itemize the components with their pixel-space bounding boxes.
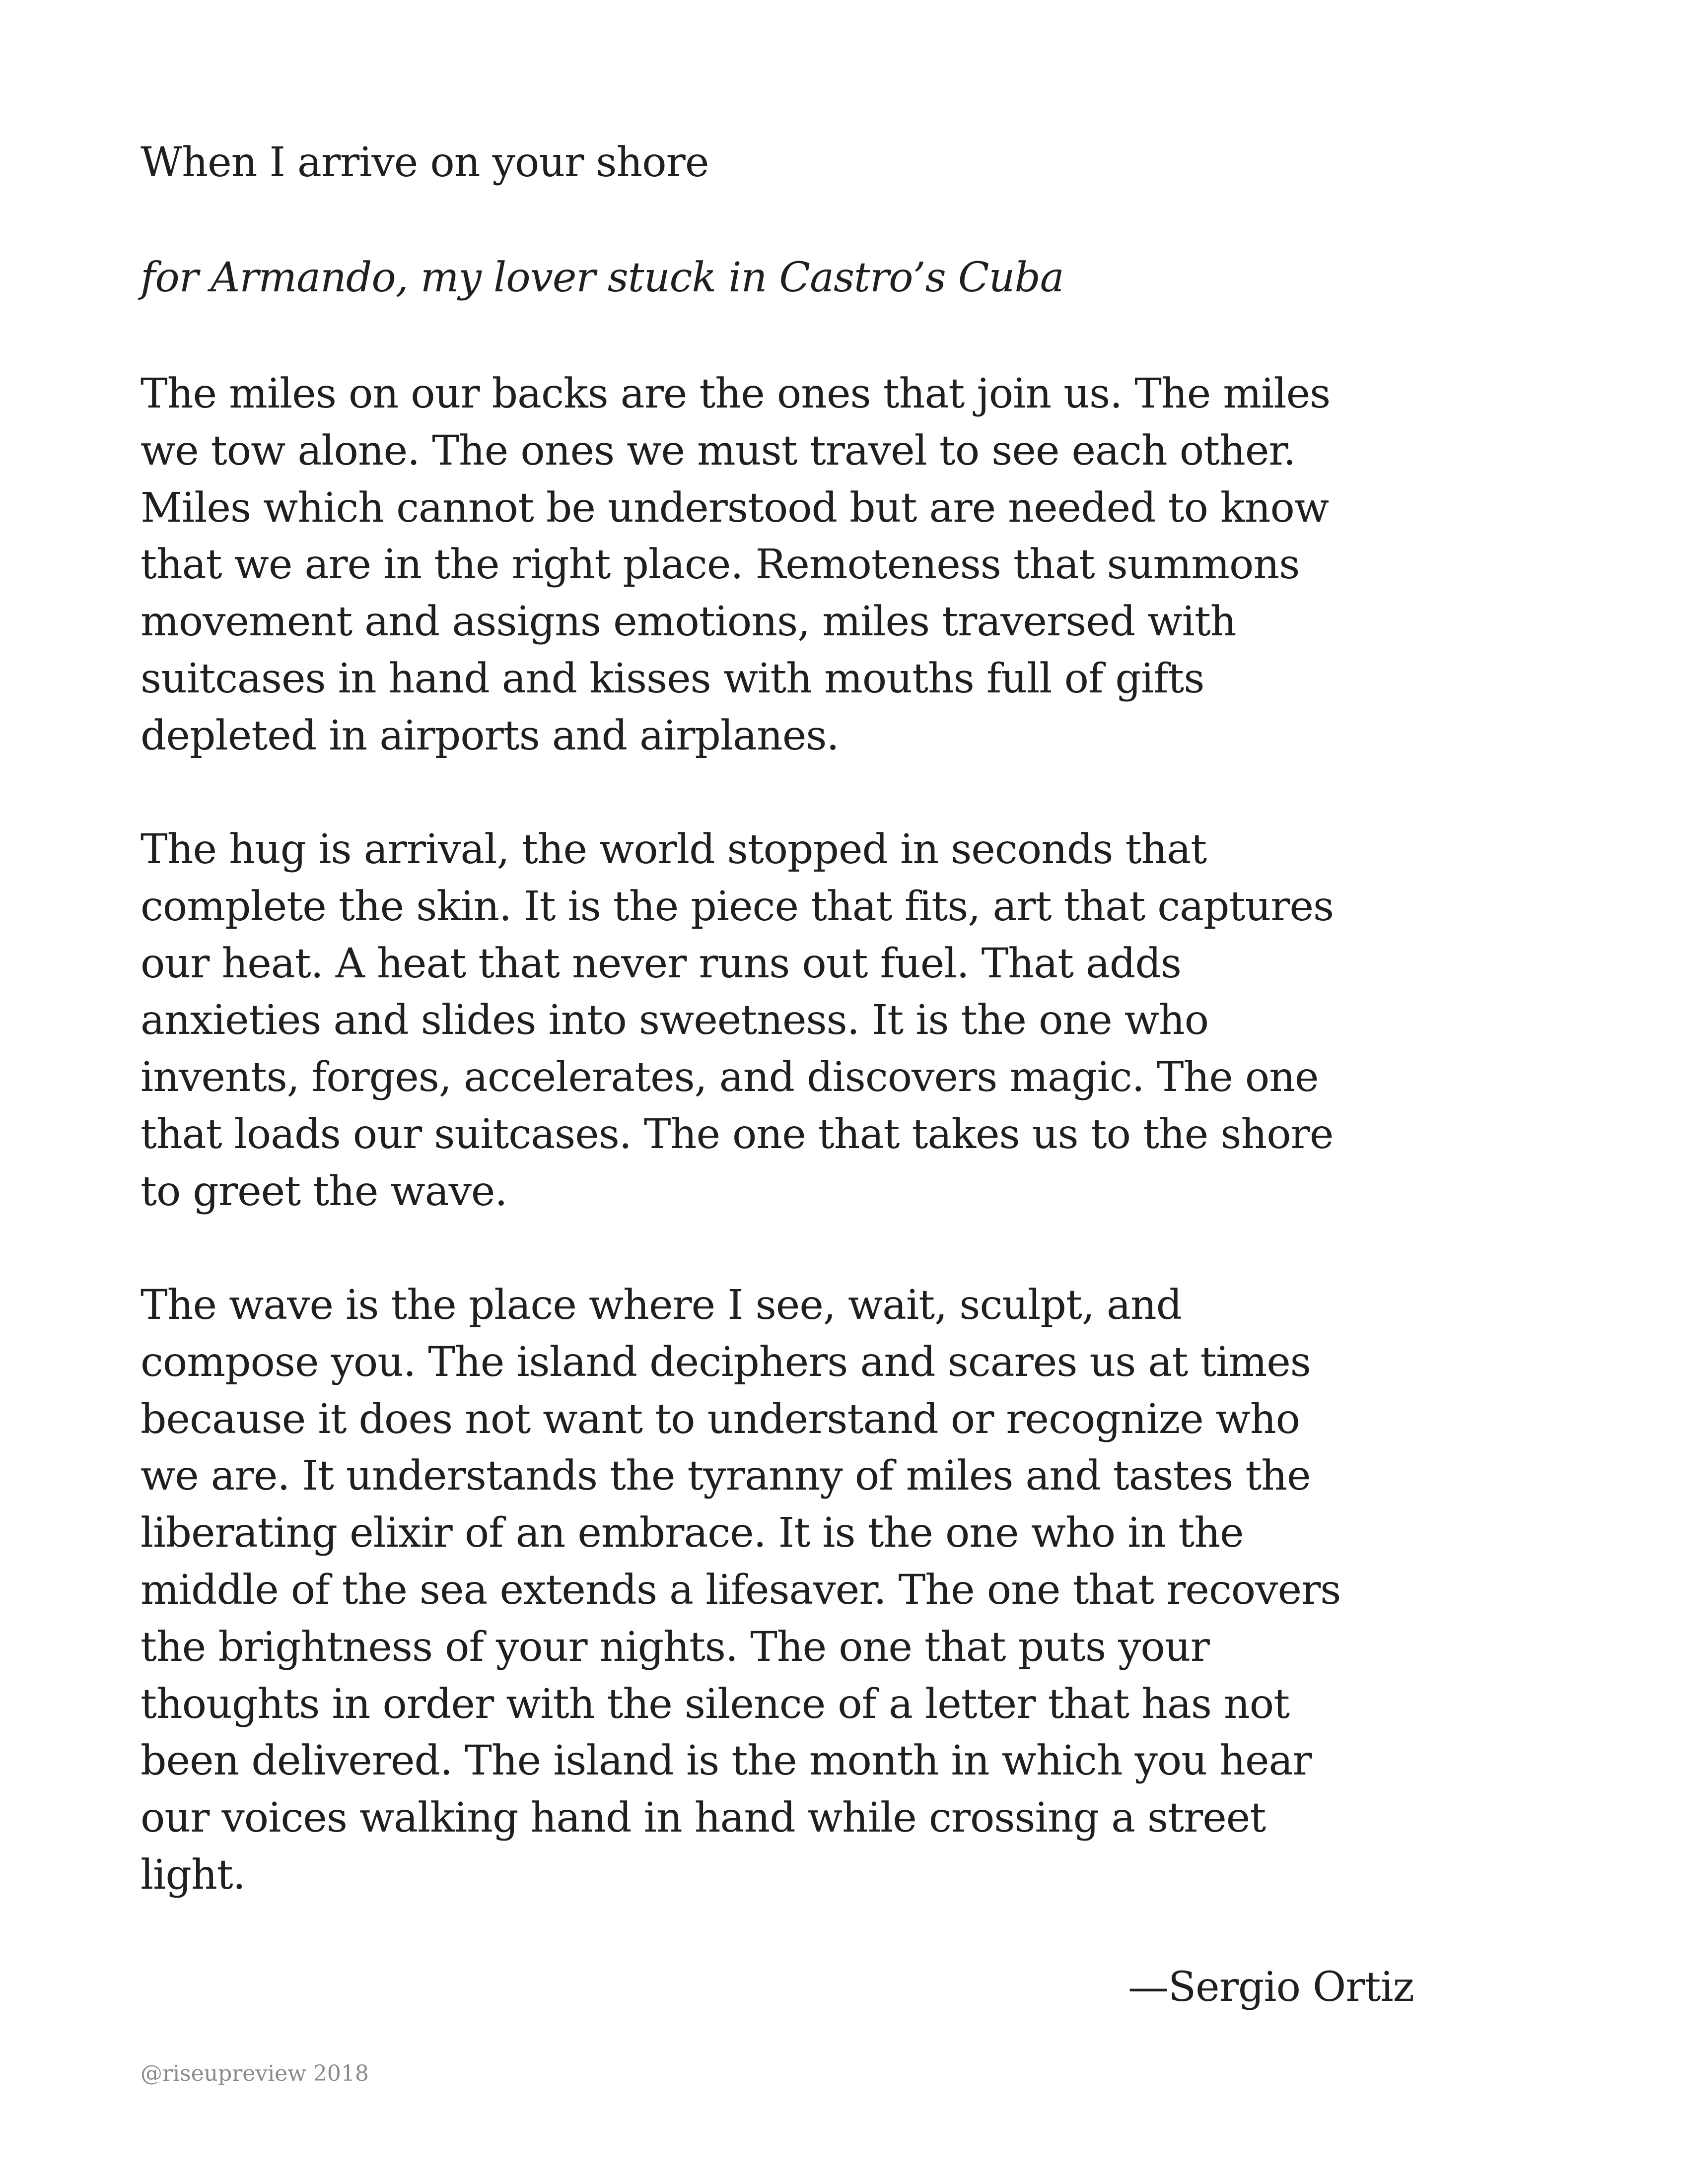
stanza-line: The wave is the place where I see, wait, sculpt, and [141, 1282, 1182, 1329]
stanza-line: suitcases in hand and kisses with mouths full of gifts [141, 655, 1204, 702]
stanza-line: our heat. A heat that never runs out fuel. That adds [141, 940, 1181, 987]
stanza-line: that we are in the right place. Remoteness that summons [141, 541, 1300, 589]
stanza-line: to greet the wave. [141, 1167, 507, 1215]
stanza-2 [141, 821, 1334, 1221]
author-signature: —Sergio Ortiz [1128, 1964, 1414, 2011]
stanza-3 [141, 1277, 1340, 1904]
stanza-line: because it does not want to understand or recognize who [141, 1395, 1300, 1443]
stanza-line: Miles which cannot be understood but are needed to know [141, 484, 1329, 532]
stanza-line: The miles on our backs are the ones that join us. The miles [141, 370, 1331, 417]
stanza-line: depleted in airports and airplanes. [141, 712, 839, 759]
stanza-line: The hug is arrival, the world stopped in seconds that [141, 826, 1207, 873]
poem-dedication: for Armando, my lover stuck in Castro’s Cuba [141, 254, 1064, 301]
stanza-line: our voices walking hand in hand while crossing a street [141, 1794, 1266, 1842]
stanza-line: anxieties and slides into sweetness. It is the one who [141, 997, 1209, 1044]
poem-title: When I arrive on your shore [141, 139, 709, 186]
stanza-line: movement and assigns emotions, miles traversed with [141, 598, 1236, 646]
stanza-line: we tow alone. The ones we must travel to see each other. [141, 427, 1296, 475]
stanza-line: we are. It understands the tyranny of miles and tastes the [141, 1452, 1311, 1500]
stanza-line: thoughts in order with the silence of a letter that has not [141, 1680, 1290, 1728]
stanza-line: the brightness of your nights. The one that puts your [141, 1623, 1209, 1671]
stanza-line: liberating elixir of an embrace. It is the one who in the [141, 1509, 1244, 1557]
stanza-1 [141, 366, 1330, 765]
stanza-line: invents, forges, accelerates, and discovers magic. The one [141, 1054, 1319, 1101]
footer-credit: @riseupreview 2018 [141, 2061, 369, 2086]
stanza-line: middle of the sea extends a lifesaver. The one that recovers [141, 1566, 1341, 1614]
stanza-line: been delivered. The island is the month in which you hear [141, 1737, 1312, 1785]
stanza-line: complete the skin. It is the piece that fits, art that captures [141, 883, 1334, 930]
stanza-line: light. [141, 1851, 245, 1899]
stanza-line: compose you. The island deciphers and scares us at times [141, 1338, 1311, 1386]
stanza-line: that loads our suitcases. The one that takes us to the shore [141, 1110, 1334, 1158]
